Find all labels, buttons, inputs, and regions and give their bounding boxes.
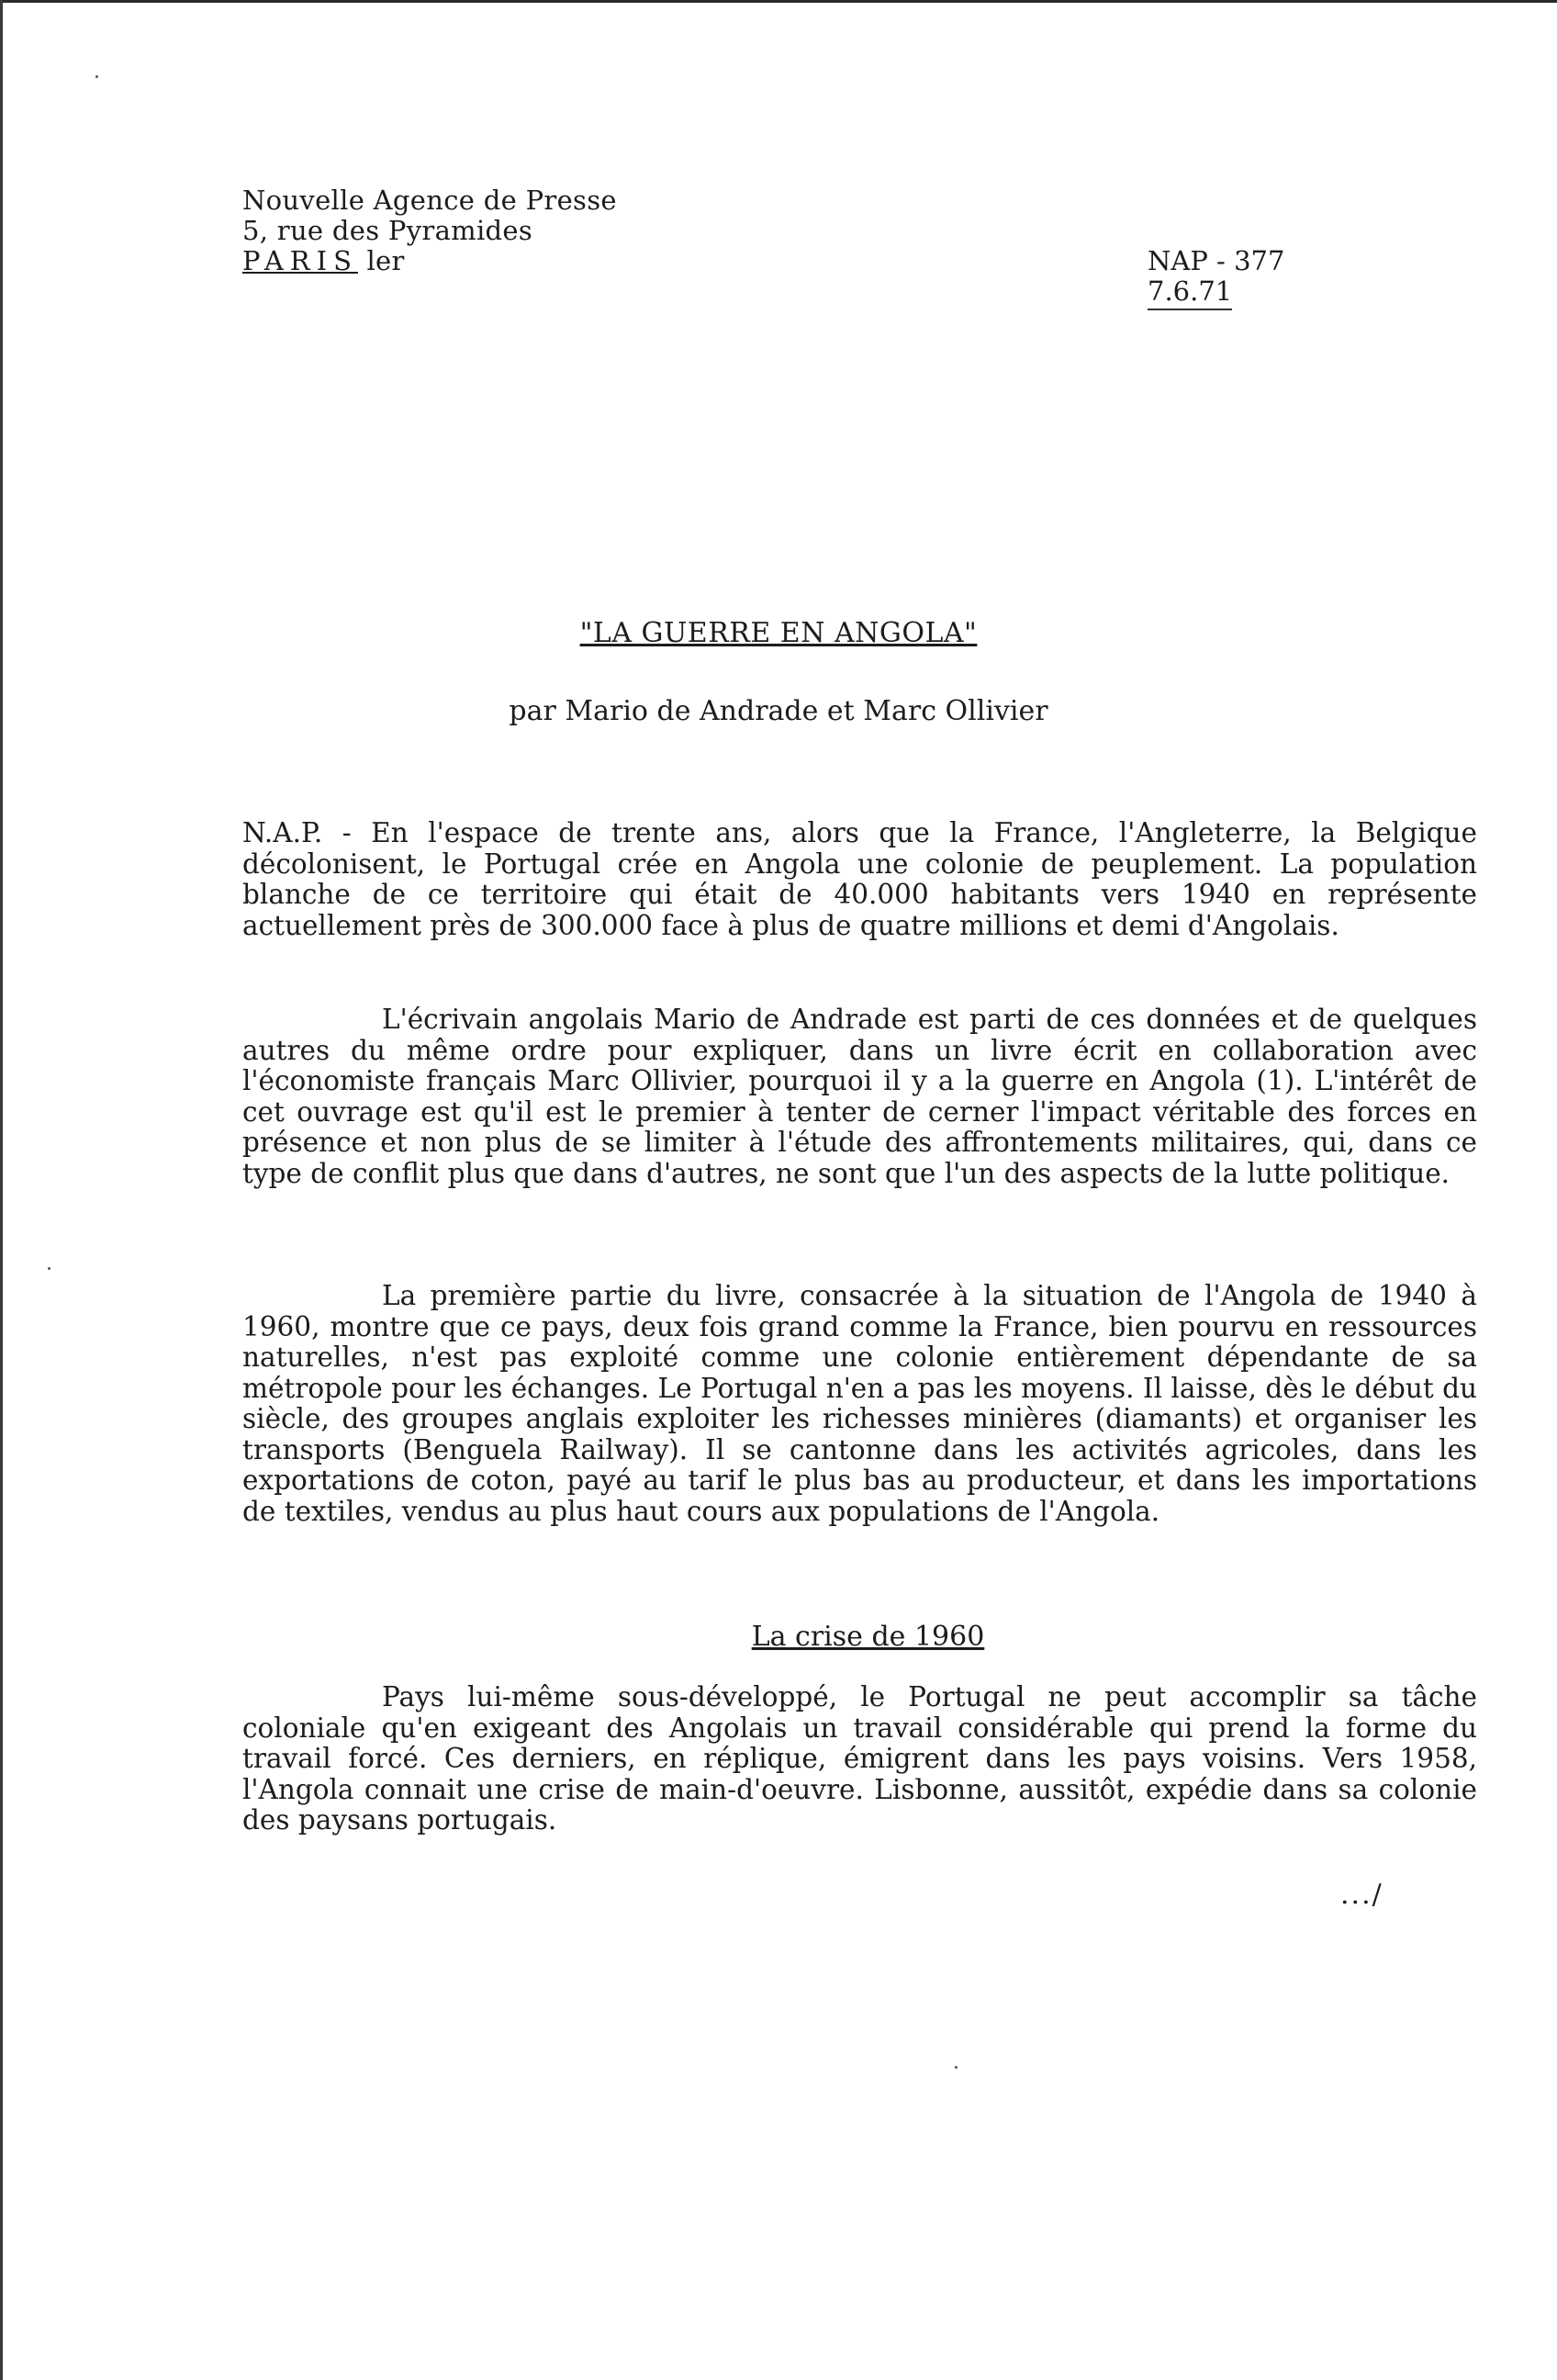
sender-street: 5, rue des Pyramides [242, 215, 533, 246]
paragraph-block [242, 818, 1477, 941]
paragraph-block [242, 1682, 1477, 1836]
sender-city: PARIS [242, 245, 358, 276]
sender-agency: Nouvelle Agence de Presse [242, 185, 617, 216]
continuation-mark: .../ [1340, 1879, 1383, 1911]
date-wrapper [1148, 276, 1284, 310]
article-byline: par Mario de Andrade et Marc Ollivier [509, 695, 1048, 727]
paragraph: N.A.P. - En l'espace de trente ans, alors que la France, l'Angleterre, la Belgique décolonisent, le Portugal crée en Angola une colonie de peuplement. La population blanche de ce territoire qui était de 40.000 habitants vers 1940 en représente actuellement près de 300.000 face à plus de quatre millions et demi d'Angolais. [242, 817, 1477, 941]
scan-edge-left [0, 0, 3, 2380]
section-heading-text: La crise de 1960 [751, 1621, 985, 1653]
scan-speck [48, 1267, 50, 1270]
scan-speck [95, 75, 98, 78]
document-reference [1148, 246, 1284, 310]
reference-number: NAP - 377 [1148, 245, 1285, 276]
paragraph: L'écrivain angolais Mario de Andrade est parti de ces données et de quelques autres du même ordre pour expliquer, dans un livre écrit en collaboration avec l'économiste français Marc Ollivier, pourquoi il y a la guerre en Angola (1). L'intérêt de cet ouvrage est qu'il est le premier à tenter de cerner l'impact véritable des forces en présence et non plus de se limiter à l'étude des affrontements militaires, qui, dans ce type de conflit plus que dans d'autres, ne sont que l'un des aspects de la lutte politique. [242, 1004, 1477, 1189]
sender-address [242, 185, 617, 276]
paragraph: Pays lui-même sous-développé, le Portugal ne peut accomplir sa tâche coloniale qu'en exigeant des Angolais un travail considérable qui prend la forme du travail forcé. Ces derniers, en réplique, émigrent dans les pays voisins. Vers 1958, l'Angola connait une crise de main-d'oeuvre. Lisbonne, aussitôt, expédie dans sa colonie des paysans portugais. [242, 1681, 1477, 1836]
scan-speck [955, 2066, 958, 2069]
article-title-text: "LA GUERRE EN ANGOLA" [579, 617, 978, 649]
sender-arrondissement: ler [366, 245, 405, 276]
paragraph-block [242, 1281, 1477, 1527]
paragraph-block [242, 1005, 1477, 1189]
article-title [0, 617, 1557, 649]
section-heading [0, 1621, 1557, 1653]
paragraph: La première partie du livre, consacrée à la situation de l'Angola de 1940 à 1960, montre que ce pays, deux fois grand comme la France, bien pourvu en ressources naturelles, n'est pas exploité comme une colonie entièrement dépendante de sa métropole pour les échanges. Le Portugal n'en a pas les moyens. Il laisse, dès le début du siècle, des groupes anglais exploiter les richesses minières (diamants) et organiser les transports (Benguela Railway). Il se cantonne dans les activités agricoles, dans les exportations de coton, payé au tarif le plus bas au producteur, et dans les importations de textiles, vendus au plus haut cours aux populations de l'Angola. [242, 1280, 1477, 1527]
document-date: 7.6.71 [1148, 276, 1232, 310]
sender-city-line [242, 246, 617, 276]
scan-edge-top [0, 0, 1557, 3]
